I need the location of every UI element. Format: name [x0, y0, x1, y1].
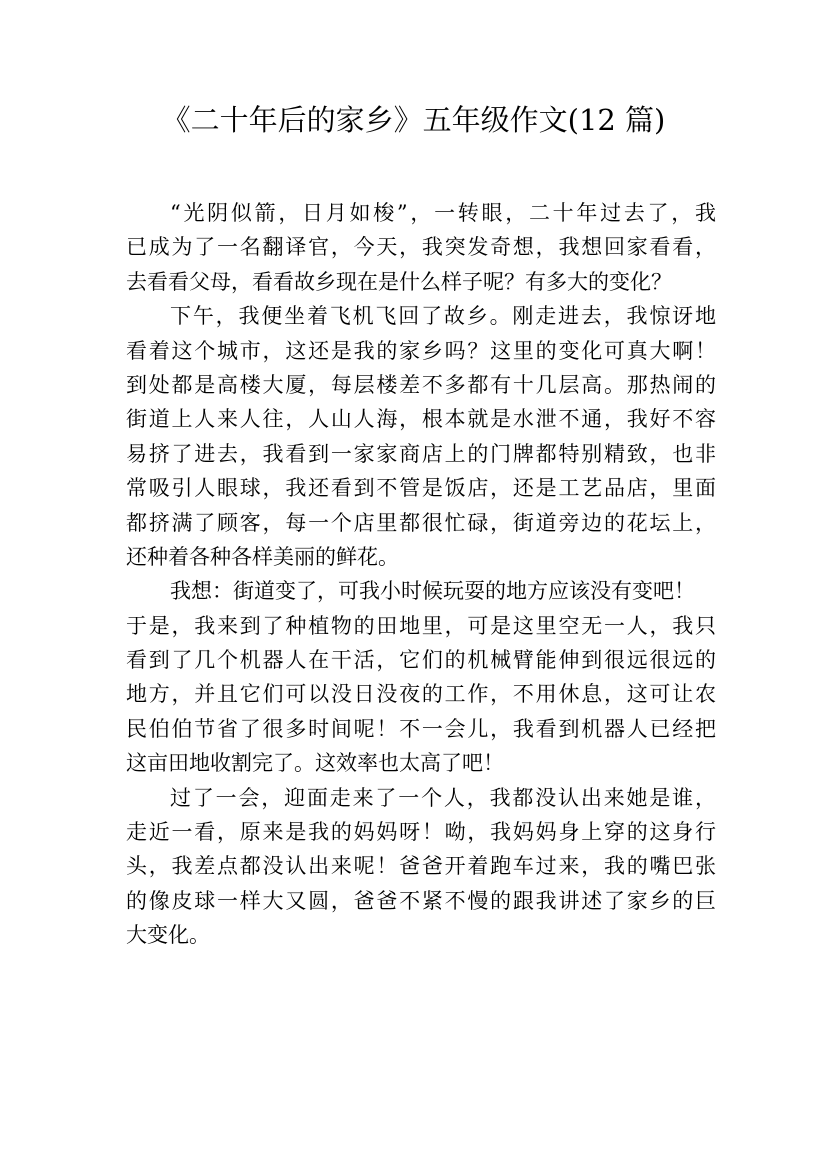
paragraph-2-line-3: 到处都是高楼大厦，每层楼差不多都有十几层高。那热闹的: [126, 372, 716, 397]
paragraph-2-line-5: 易挤了进去，我看到一家家商店上的门牌都特别精致，也非: [126, 441, 716, 466]
paragraph-4-line-1: 过了一会，迎面走来了一个人，我都没认出来她是谁，: [170, 785, 716, 810]
paragraph-3-line-3: 看到了几个机器人在干活，它们的机械臂能伸到很远很远的: [126, 648, 716, 673]
paragraph-3-line-6: 这亩田地收割完了。这效率也太高了吧！: [126, 751, 504, 776]
paragraph-3-line-4: 地方，并且它们可以没日没夜的工作，不用休息，这可让农: [126, 682, 716, 707]
paragraph-3-line-2: 于是，我来到了种植物的田地里，可是这里空无一人，我只: [126, 613, 716, 638]
paragraph-2-line-1: 下午，我便坐着飞机飞回了故乡。刚走进去，我惊讶地: [170, 304, 716, 329]
paragraph-2-line-4: 街道上人来人往，人山人海，根本就是水泄不通，我好不容: [126, 407, 716, 432]
paragraph-2-line-7: 都挤满了顾客，每一个店里都很忙碌，街道旁边的花坛上，: [126, 510, 716, 535]
page-title: 《二十年后的家乡》五年级作文(12 篇): [161, 103, 666, 137]
paragraph-3-line-5: 民伯伯节省了很多时间呢！不一会儿，我看到机器人已经把: [126, 716, 716, 741]
essay-body: [126, 196, 716, 953]
paragraph-1-line-1: “光阴似箭，日月如梭”，一转眼，二十年过去了，我: [170, 201, 716, 225]
paragraph-2-line-2: 看着这个城市，这还是我的家乡吗？这里的变化可真大啊！: [126, 338, 716, 363]
paragraph-4-line-3: 头，我差点都没认出来呢！爸爸开着跑车过来，我的嘴巴张: [126, 854, 716, 879]
paragraph-4-line-4: 的像皮球一样大又圆，爸爸不紧不慢的跟我讲述了家乡的巨: [126, 888, 716, 913]
paragraph-2-line-6: 常吸引人眼球，我还看到不管是饭店，还是工艺品店，里面: [126, 476, 716, 501]
paragraph-1-line-2: 已成为了一名翻译官，今天，我突发奇想，我想回家看看，: [126, 235, 716, 260]
paragraph-4-line-2: 走近一看，原来是我的妈妈呀！呦，我妈妈身上穿的这身行: [126, 820, 716, 845]
paragraph-3-line-1: 我想：街道变了，可我小时候玩耍的地方应该没有变吧！: [170, 579, 695, 604]
paragraph-2-line-8: 还种着各种各样美丽的鲜花。: [126, 544, 399, 569]
paragraph-4-line-5: 大变化。: [126, 923, 210, 948]
paragraph-1-line-3: 去看看父母，看看故乡现在是什么样子呢？有多大的变化？: [126, 269, 672, 294]
